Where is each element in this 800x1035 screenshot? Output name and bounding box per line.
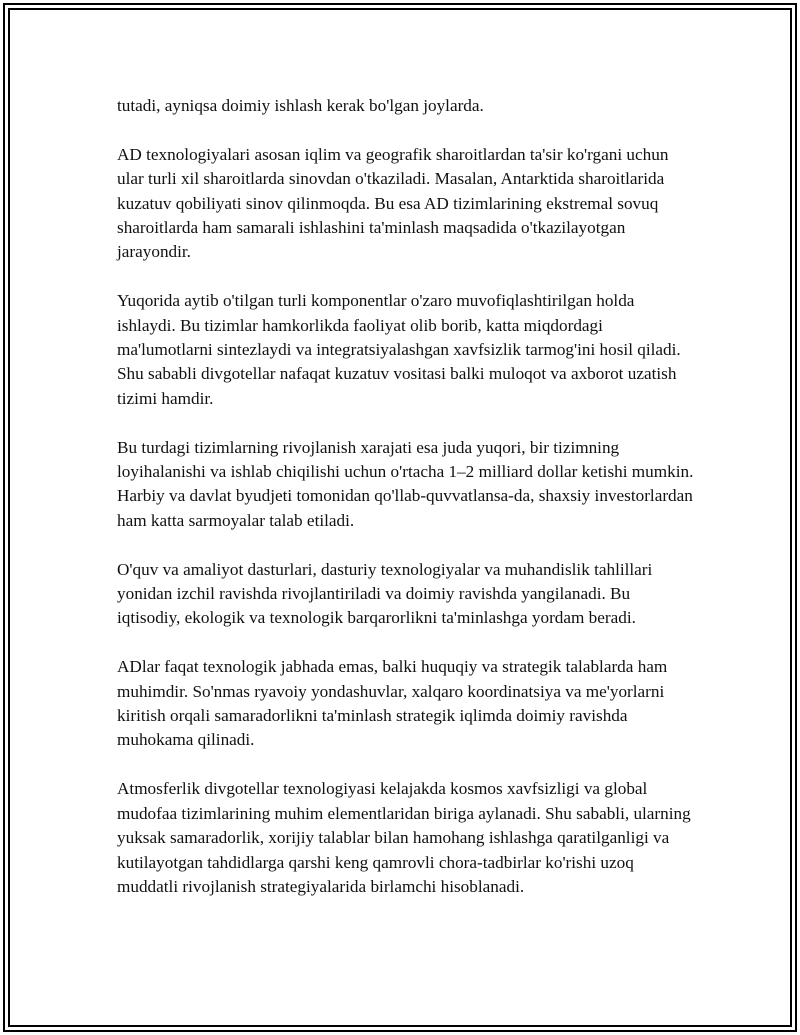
paragraph-4: Bu turdagi tizimlarning rivojlanish xarajati esa juda yuqori, bir tizimning loyihalanishi va ishlab chiqilishi uchun o'rtacha 1–2 milliard dollar ketishi mumkin. Harbiy va davlat byudjeti tomonidan qo'llab-quvvatlansa-da, shaxsiy investorlardan ham katta sarmoyalar talab etiladi. (117, 437, 694, 530)
paragraph-1: tutadi, ayniqsa doimiy ishlash kerak bo'lgan joylarda. (117, 96, 484, 115)
paragraph-7: Atmosferlik divgotellar texnologiyasi kelajakda kosmos xavfsizligi va global mudofaa tizimlarining muhim elementlaridan biriga aylanadi. Shu sababli, ularning yuksak samaradorlik, xorijiy talablar bilan hamohang ishlashga qaratilganligi va kutilayotgan tahdidlarga qarshi keng qamrovli chora-tadbirlar ko'rishi uzoq muddatli rivojlanish strategiyalarida birlamchi hisoblanadi. (117, 779, 691, 896)
paragraph-6: ADlar faqat texnologik jabhada emas, balki huquqiy va strategik talablarda ham muhimdir. So'nmas ryavoiy yondashuvlar, xalqaro koordinatsiya va me'yorlarni kiritish orqali samaradorlikni ta'minlash strategik iqlimda doimiy ravishda muhokama qilinadi. (117, 657, 668, 750)
paragraph-5: O'quv va amaliyot dasturlari, dasturiy texnologiyalar va muhandislik tahlillari yonidan izchil ravishda rivojlantiriladi va doimiy ravishda yangilanadi. Bu iqtisodiy, ekologik va texnologik barqarorlikni ta'minlashga yordam beradi. (117, 559, 653, 628)
document-body (117, 94, 697, 924)
paragraph-3: Yuqorida aytib o'tilgan turli komponentlar o'zaro muvofiqlashtirilgan holda ishlaydi. Bu tizimlar hamkorlikda faoliyat olib borib, katta miqdordagi ma'lumotlarni sintezlaydi va integratsiyalashgan xavfsizlik tarmog'ini hosil qiladi. Shu sababli divgotellar nafaqat kuzatuv vositasi balki muloqot va axborot uzatish tizimi hamdir. (117, 291, 681, 408)
paragraph-2: AD texnologiyalari asosan iqlim va geografik sharoitlardan ta'sir ko'rgani uchun ular turli xil sharoitlarda sinovdan o'tkaziladi. Masalan, Antarktida sharoitlarida kuzatuv qobiliyati sinov qilinmoqda. Bu esa AD tizimlarining ekstremal sovuq sharoitlarda ham samarali ishlashini ta'minlash maqsadida o'tkazilayotgan jarayondir. (117, 144, 669, 262)
